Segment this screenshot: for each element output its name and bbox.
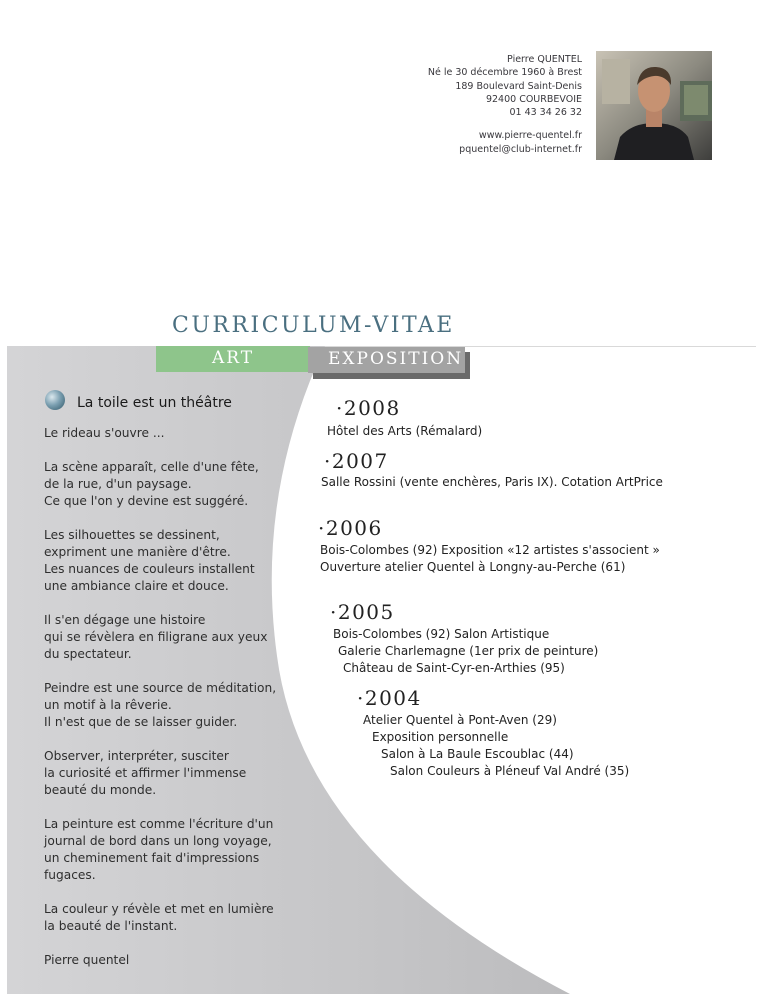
entry-2004-4: Salon Couleurs à Pléneuf Val André (35) <box>390 764 630 778</box>
year-2008: ·2008 <box>336 396 401 420</box>
poem-line: qui se révèlera en filigrane aux yeux <box>44 630 268 644</box>
entry-2004-1: Atelier Quentel à Pont-Aven (29) <box>363 713 557 727</box>
year-2007: ·2007 <box>324 449 389 473</box>
poem-line: beauté du monde. <box>44 783 157 797</box>
poem-line: La peinture est comme l'écriture d'un <box>44 817 274 831</box>
poem-line: La couleur y révèle et met en lumière <box>44 902 274 916</box>
entry-2005-1: Bois-Colombes (92) Salon Artistique <box>333 627 550 641</box>
poem-paragraph <box>44 816 306 884</box>
poem-line: journal de bord dans un long voyage, <box>44 834 272 848</box>
poem-line: expriment une manière d'être. <box>44 545 231 559</box>
left-heading: La toile est un théâtre <box>77 395 232 411</box>
entry-2005-3: Château de Saint-Cyr-en-Arthies (95) <box>343 661 565 675</box>
poem-line: Les nuances de couleurs installent <box>44 562 255 576</box>
contact-website-link[interactable]: www.pierre-quentel.fr <box>478 130 582 142</box>
poem-paragraph <box>44 901 306 935</box>
poem-line: Observer, interpréter, susciter <box>44 749 229 763</box>
poem-paragraph <box>44 459 306 510</box>
poem-paragraph <box>44 748 306 799</box>
poem-line: la curiosité et affirmer l'immense <box>44 766 247 780</box>
poem-line: Pierre quentel <box>44 953 130 967</box>
poem-line: Peindre est une source de méditation, <box>44 681 277 695</box>
poem-line: de la rue, d'un paysage. <box>44 477 192 491</box>
poem-signature <box>44 952 306 969</box>
poem-line: une ambiance claire et douce. <box>44 579 229 593</box>
poem-paragraph <box>44 680 306 731</box>
contact-birth: Né le 30 décembre 1960 à Brest <box>427 67 582 79</box>
entry-2007-1: Salle Rossini (vente enchères, Paris IX). Cotation ArtPrice <box>321 475 663 489</box>
tab-exposition[interactable]: EXPOSITION <box>308 347 465 373</box>
poem-line: du spectateur. <box>44 647 132 661</box>
poem-line: un motif à la rêverie. <box>44 698 172 712</box>
poem-line: la beauté de l'instant. <box>44 919 178 933</box>
poem-line: Il n'est que de se laisser guider. <box>44 715 238 729</box>
sphere-bullet-icon <box>45 390 65 410</box>
entry-2004-2: Exposition personnelle <box>372 730 509 744</box>
contact-email-link[interactable]: pquentel@club-internet.fr <box>459 143 582 155</box>
poem-paragraph <box>44 527 306 595</box>
poem-text <box>44 425 306 986</box>
poem-line: Il s'en dégage une histoire <box>44 613 206 627</box>
entry-2008-1: Hôtel des Arts (Rémalard) <box>327 424 483 438</box>
contact-name: Pierre QUENTEL <box>507 54 582 65</box>
poem-line: Ce que l'on y devine est suggéré. <box>44 494 249 508</box>
poem-line: La scène apparaît, celle d'une fête, <box>44 460 259 474</box>
entry-2006-1: Bois-Colombes (92) Exposition «12 artistes s'associent » <box>320 543 660 557</box>
contact-address: 189 Boulevard Saint-Denis <box>455 80 582 92</box>
cv-title: CURRICULUM-VITAE <box>172 313 455 338</box>
entry-2005-2: Galerie Charlemagne (1er prix de peinture) <box>338 644 599 658</box>
poem-paragraph <box>44 612 306 663</box>
poem-line: un cheminement fait d'impressions <box>44 851 260 865</box>
year-2004: ·2004 <box>357 686 422 710</box>
contact-city: 92400 COURBEVOIE <box>485 93 582 105</box>
poem-line: Les silhouettes se dessinent, <box>44 528 220 542</box>
tab-art[interactable]: ART <box>156 346 310 372</box>
portrait-photo <box>596 51 712 160</box>
poem-paragraph <box>44 425 306 442</box>
contact-phone: 01 43 34 26 32 <box>509 107 582 119</box>
poem-line: fugaces. <box>44 868 96 882</box>
year-2005: ·2005 <box>330 600 395 624</box>
poem-line: Le rideau s'ouvre ... <box>44 426 165 440</box>
year-2006: ·2006 <box>318 516 383 540</box>
contact-block <box>428 53 582 156</box>
entry-2006-2: Ouverture atelier Quentel à Longny-au-Perche (61) <box>320 560 626 574</box>
entry-2004-3: Salon à La Baule Escoublac (44) <box>381 747 574 761</box>
